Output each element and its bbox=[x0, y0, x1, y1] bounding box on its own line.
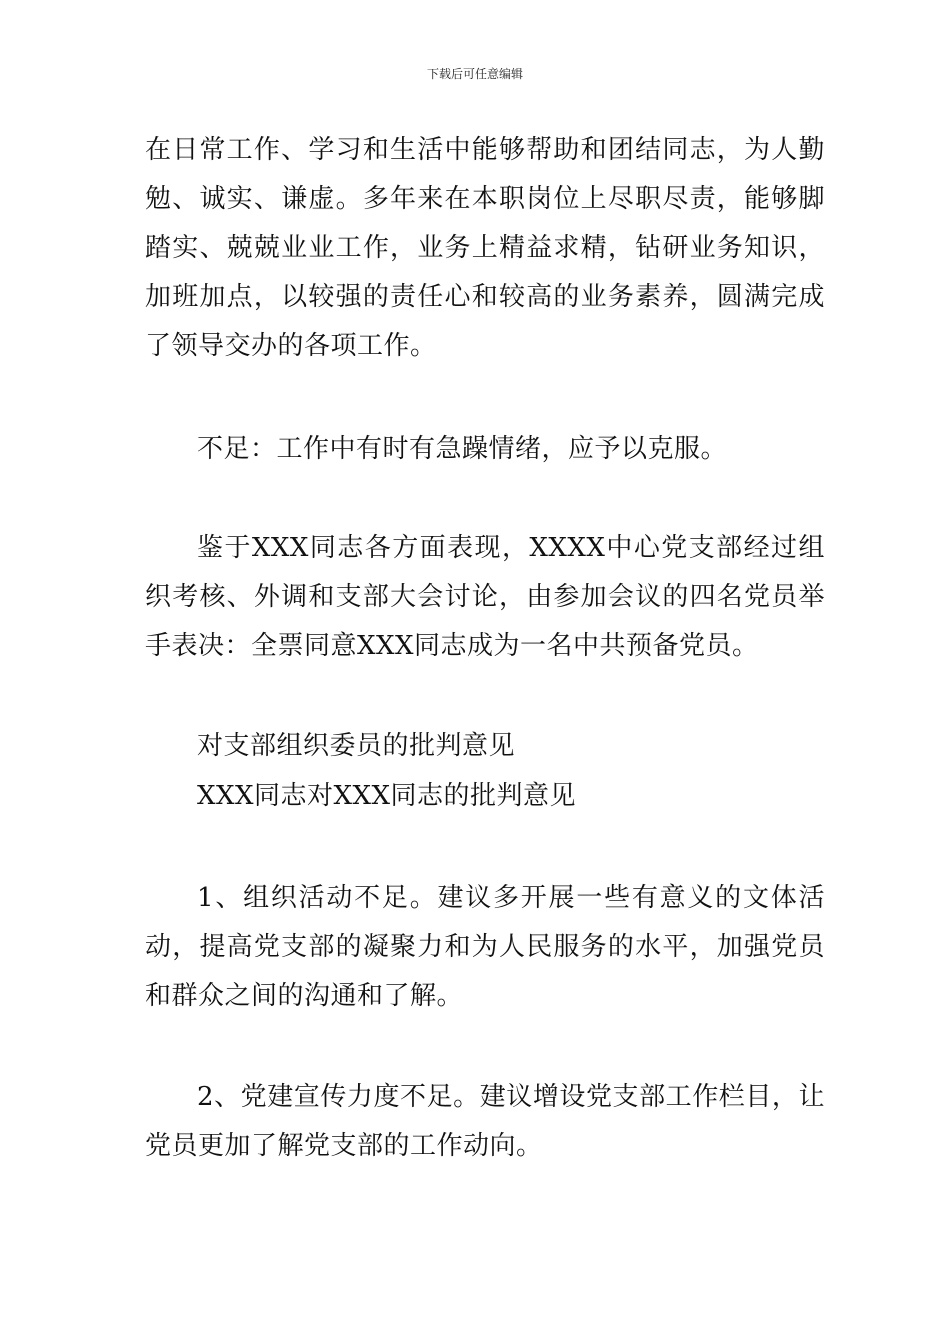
criticism-subheading: XXX同志对XXX同志的批判意见 bbox=[197, 781, 577, 811]
resolution-paragraph: 鉴于XXX同志各方面表现，XXXX中心党支部经过组织考核、外调和支部大会讨论，由参加会议的四名党员举手表决：全票同意XXX同志成为一名中共预备党员。 bbox=[145, 533, 825, 661]
criticism-heading: 对支部组织委员的批判意见 bbox=[197, 731, 516, 761]
suggestion-item-1: 1、组织活动不足。建议多开展一些有意义的文体活动，提高党支部的凝聚力和为人民服务的水平，加强党员和群众之间的沟通和了解。 bbox=[145, 883, 825, 1011]
suggestion-item-2: 2、党建宣传力度不足。建议增设党支部工作栏目，让党员更加了解党支部的工作动向。 bbox=[145, 1082, 825, 1161]
shortcoming-paragraph: 不足：工作中有时有急躁情绪，应予以克服。 bbox=[197, 434, 728, 464]
page-header-note: 下载后可任意编辑 bbox=[426, 67, 523, 81]
evaluation-paragraph: 在日常工作、学习和生活中能够帮助和团结同志，为人勤勉、诚实、谦虚。多年来在本职岗位上尽职尽责，能够脚踏实、兢兢业业工作，业务上精益求精，钻研业务知识，加班加点，以较强的责任心和较高的业务素养，圆满完成了领导交办的各项工作。 bbox=[145, 135, 825, 361]
